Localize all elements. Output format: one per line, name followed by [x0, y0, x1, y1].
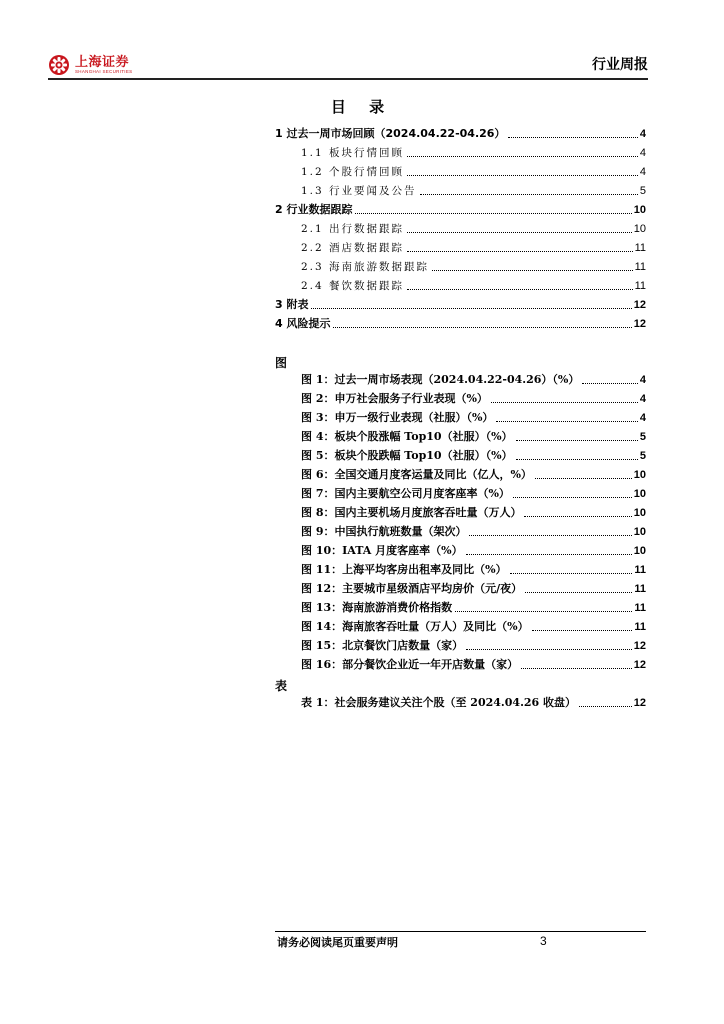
- leader-dots: [535, 478, 632, 479]
- toc-entry-page: 12: [633, 318, 646, 330]
- figure-entry[interactable]: [301, 409, 646, 427]
- leader-dots: [510, 573, 633, 574]
- toc-entry-page: 4: [639, 128, 646, 140]
- figure-entry[interactable]: [301, 485, 646, 503]
- figure-entry-page: 4: [639, 393, 646, 405]
- tables-heading: 表: [275, 679, 288, 693]
- figure-entry[interactable]: [301, 542, 646, 560]
- leader-dots: [496, 421, 637, 422]
- leader-dots: [532, 630, 633, 631]
- figure-entry-label: 图 6：全国交通月度客运量及同比（亿人，%）: [301, 468, 532, 481]
- toc-entry[interactable]: [301, 239, 646, 257]
- figure-entry-label: 图 8：国内主要机场月度旅客吞吐量（万人）: [301, 506, 522, 519]
- figure-entry-label: 图 14：海南旅客吞吐量（万人）及同比（%）: [301, 620, 529, 633]
- toc-entry-page: 11: [634, 280, 646, 292]
- figure-entry[interactable]: [301, 390, 646, 408]
- figure-entry[interactable]: [301, 504, 646, 522]
- leader-dots: [407, 251, 633, 252]
- leader-dots: [466, 554, 632, 555]
- toc-entry-label: 2 行业数据跟踪: [275, 203, 353, 216]
- figure-entry[interactable]: [301, 371, 646, 389]
- leader-dots: [420, 194, 638, 195]
- leader-dots: [579, 706, 632, 707]
- figure-entry-label: 图 9：中国执行航班数量（架次）: [301, 525, 467, 538]
- toc-entry-page: 4: [639, 147, 646, 159]
- figure-entry-page: 4: [639, 374, 646, 386]
- figure-entry-label: 图 13：海南旅游消费价格指数: [301, 601, 453, 614]
- leader-dots: [525, 592, 632, 593]
- toc-entry-label: 1.2 个股行情回顾: [301, 166, 405, 178]
- footer-disclaimer: 请务必阅读尾页重要声明: [277, 936, 398, 949]
- figure-entry-page: 12: [633, 640, 646, 652]
- footer-divider: [275, 931, 646, 932]
- toc-entry[interactable]: [275, 125, 646, 143]
- figure-entry-label: 图 1：过去一周市场表现（2024.04.22-04.26）（%）: [301, 373, 580, 386]
- toc-entry-label: 1.3 行业要闻及公告: [301, 185, 417, 197]
- leader-dots: [355, 213, 631, 214]
- leader-dots: [491, 402, 638, 403]
- toc-entry-page: 11: [634, 261, 646, 273]
- figure-entry-page: 11: [634, 602, 646, 614]
- toc-entry-page: 10: [633, 204, 646, 216]
- page-header: [48, 52, 648, 80]
- report-type-label: 行业周报: [592, 57, 648, 73]
- toc-entry[interactable]: [301, 182, 646, 200]
- figure-entry-label: 图 5：板块个股跌幅 Top10（社服）（%）: [301, 449, 513, 462]
- toc-entry-label: 3 附表: [275, 298, 309, 311]
- figure-entry[interactable]: [301, 637, 646, 655]
- toc-entry[interactable]: [275, 201, 646, 219]
- toc-entry[interactable]: [301, 258, 646, 276]
- leader-dots: [516, 459, 638, 460]
- figure-entry[interactable]: [301, 447, 646, 465]
- figure-entry-label: 图 4：板块个股涨幅 Top10（社服）（%）: [301, 430, 513, 443]
- figure-entry-page: 10: [633, 526, 646, 538]
- toc-entry[interactable]: [301, 163, 646, 181]
- figure-entry[interactable]: [301, 428, 646, 446]
- toc-entry-label: 2.2 酒店数据跟踪: [301, 242, 405, 254]
- toc-entry-label: 2.3 海南旅游数据跟踪: [301, 261, 430, 273]
- figure-entry-page: 11: [634, 583, 646, 595]
- figure-entry-label: 图 16：部分餐饮企业近一年开店数量（家）: [301, 658, 519, 671]
- figure-entry-label: 图 7：国内主要航空公司月度客座率（%）: [301, 487, 510, 500]
- figure-entry-page: 10: [633, 469, 646, 481]
- toc-entry[interactable]: [275, 315, 646, 333]
- toc-entry-page: 5: [639, 185, 646, 197]
- toc-entry[interactable]: [275, 296, 646, 314]
- toc-entry-label: 2.1 出行数据跟踪: [301, 223, 405, 235]
- figure-entry-page: 11: [634, 621, 646, 633]
- table-entry-page: 12: [633, 697, 646, 709]
- figure-entry-label: 图 3：申万一级行业表现（社服）（%）: [301, 411, 494, 424]
- table-entry[interactable]: [301, 694, 646, 712]
- toc-entry-page: 12: [633, 299, 646, 311]
- toc-entry-label: 1 过去一周市场回顾（2024.04.22-04.26）: [275, 127, 506, 140]
- figure-entry[interactable]: [301, 618, 646, 636]
- brand-name-en: SHANGHAI SECURITIES: [75, 68, 133, 74]
- leader-dots: [508, 137, 637, 138]
- figure-entry-label: 图 2：申万社会服务子行业表现（%）: [301, 392, 488, 405]
- toc-entry[interactable]: [301, 220, 646, 238]
- figure-entry[interactable]: [301, 580, 646, 598]
- brand-name-cn: 上海证券: [75, 54, 130, 70]
- page-number: 3: [540, 934, 547, 948]
- figure-entry-page: 4: [639, 412, 646, 424]
- leader-dots: [407, 232, 632, 233]
- figure-entry-page: 10: [633, 507, 646, 519]
- leader-dots: [333, 327, 631, 328]
- leader-dots: [311, 308, 631, 309]
- leader-dots: [407, 156, 638, 157]
- leader-dots: [469, 535, 631, 536]
- toc-entry-label: 1.1 板块行情回顾: [301, 147, 405, 159]
- brand-logo: [48, 54, 132, 76]
- figure-entry-label: 图 10：IATA 月度客座率（%）: [301, 544, 463, 557]
- figure-entry-page: 12: [633, 659, 646, 671]
- figure-entry[interactable]: [301, 561, 646, 579]
- figures-heading: 图: [275, 356, 288, 370]
- figure-entry-page: 11: [634, 564, 646, 576]
- leader-dots: [455, 611, 632, 612]
- leader-dots: [432, 270, 633, 271]
- brand-logo-icon: [48, 54, 70, 76]
- figure-entry[interactable]: [301, 523, 646, 541]
- toc-entry-label: 2.4 餐饮数据跟踪: [301, 280, 405, 292]
- figure-entry-label: 图 12：主要城市星级酒店平均房价（元/夜）: [301, 582, 523, 595]
- figure-entry-label: 图 11：上海平均客房出租率及同比（%）: [301, 563, 507, 576]
- figure-entry[interactable]: [301, 656, 646, 674]
- toc-entry-page: 11: [634, 242, 646, 254]
- toc-entry[interactable]: [301, 277, 646, 295]
- toc-title: 目 录: [330, 98, 394, 116]
- leader-dots: [407, 175, 638, 176]
- leader-dots: [407, 289, 633, 290]
- figure-entry-page: 10: [633, 545, 646, 557]
- leader-dots: [516, 440, 638, 441]
- table-entry-label: 表 1：社会服务建议关注个股（至 2024.04.26 收盘）: [301, 696, 577, 709]
- figure-entry[interactable]: [301, 599, 646, 617]
- toc-entry[interactable]: [301, 144, 646, 162]
- leader-dots: [466, 649, 632, 650]
- toc-entry-label: 4 风险提示: [275, 317, 331, 330]
- figure-entry[interactable]: [301, 466, 646, 484]
- leader-dots: [524, 516, 631, 517]
- toc-entry-page: 4: [639, 166, 646, 178]
- figure-entry-page: 10: [633, 488, 646, 500]
- toc-entry-page: 10: [633, 223, 646, 235]
- figure-entry-label: 图 15：北京餐饮门店数量（家）: [301, 639, 464, 652]
- figure-entry-page: 5: [639, 450, 646, 462]
- leader-dots: [521, 668, 632, 669]
- leader-dots: [513, 497, 632, 498]
- leader-dots: [582, 383, 638, 384]
- figure-entry-page: 5: [639, 431, 646, 443]
